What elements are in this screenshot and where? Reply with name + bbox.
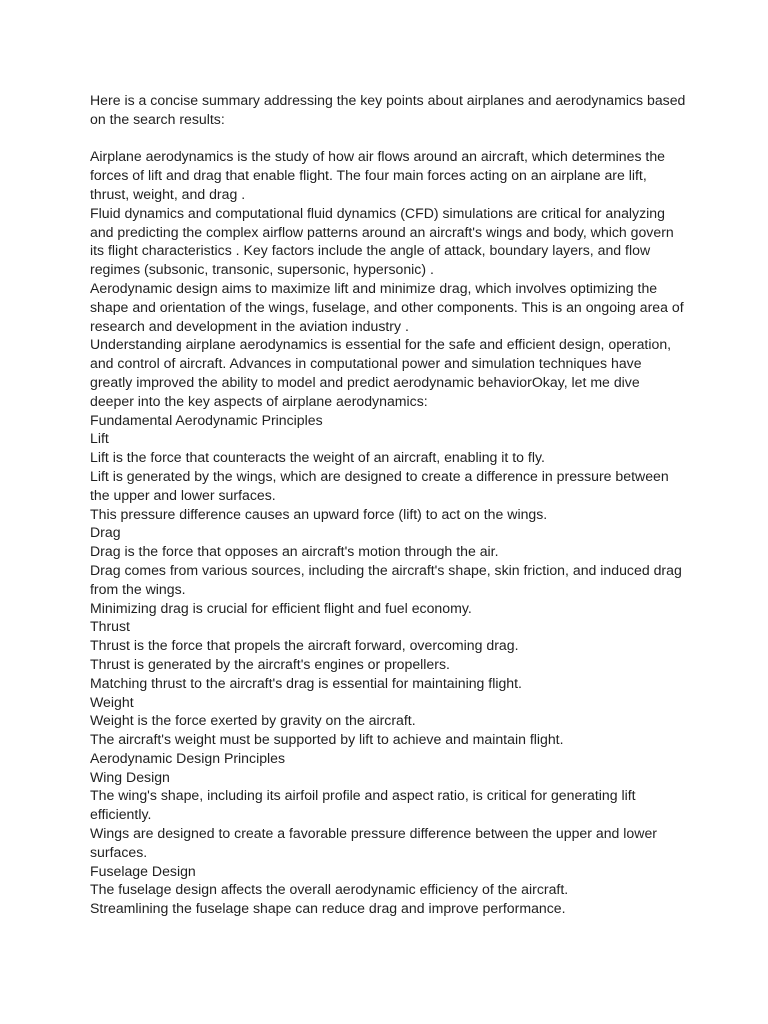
- paragraph-thrust-3: Matching thrust to the aircraft's drag is essential for maintaining flight.: [90, 674, 522, 691]
- intro-paragraph: Here is a concise summary addressing the key points about airplanes and aerodynamics based on the search results:: [90, 92, 686, 127]
- paragraph-thrust-1: Thrust is the force that propels the aircraft forward, overcoming drag.: [90, 637, 519, 654]
- heading-weight: Weight: [90, 693, 134, 710]
- paragraph-gap: [90, 129, 686, 148]
- paragraph-fuselage-2: Streamlining the fuselage shape can reduce drag and improve performance.: [90, 900, 566, 917]
- heading-lift: Lift: [90, 430, 109, 447]
- document-page: [90, 91, 686, 918]
- paragraph-lift-2: Lift is generated by the wings, which are designed to create a difference in pressure between the upper and lower surfaces.: [90, 467, 669, 503]
- heading-fuselage-design: Fuselage Design: [90, 862, 196, 879]
- paragraph-fuselage-1: The fuselage design affects the overall aerodynamic efficiency of the aircraft.: [90, 881, 569, 898]
- paragraph-lift-3: This pressure difference causes an upward force (lift) to act on the wings.: [90, 505, 548, 522]
- paragraph-lift-1: Lift is the force that counteracts the weight of an aircraft, enabling it to fly.: [90, 449, 545, 466]
- paragraph-aerodynamic-design: Aerodynamic design aims to maximize lift and minimize drag, which involves optimizing the shape and orientation of the wings, fuselage, and other components. This is an ongoing area of research and development in the aviation industry .: [90, 279, 684, 334]
- heading-drag: Drag: [90, 524, 121, 541]
- heading-fundamental-principles: Fundamental Aerodynamic Principles: [90, 411, 323, 428]
- paragraph-wing-1: The wing's shape, including its airfoil profile and aspect ratio, is critical for generating lift efficiently.: [90, 787, 636, 823]
- heading-wing-design: Wing Design: [90, 768, 170, 785]
- paragraph-fluid-dynamics: Fluid dynamics and computational fluid dynamics (CFD) simulations are critical for analyzing and predicting the complex airflow patterns around an aircraft's wings and body, which govern its flight characteristics . Key factors include the angle of attack, boundary layers, and flow regimes (subsonic, transonic, supersonic, hypersonic) .: [90, 204, 674, 278]
- paragraph-weight-2: The aircraft's weight must be supported by lift to achieve and maintain flight.: [90, 731, 564, 748]
- paragraph-weight-1: Weight is the force exerted by gravity on the aircraft.: [90, 712, 416, 729]
- heading-thrust: Thrust: [90, 618, 130, 635]
- paragraph-drag-2: Drag comes from various sources, including the aircraft's shape, skin friction, and induced drag from the wings.: [90, 561, 682, 597]
- paragraph-aerodynamics-overview: Airplane aerodynamics is the study of how air flows around an aircraft, which determines the forces of lift and drag that enable flight. The four main forces acting on an airplane are lift, thrust, weight, and drag .: [90, 148, 665, 202]
- paragraph-thrust-2: Thrust is generated by the aircraft's engines or propellers.: [90, 655, 450, 672]
- paragraph-wing-2: Wings are designed to create a favorable pressure difference between the upper and lower surfaces.: [90, 825, 657, 860]
- paragraph-drag-1: Drag is the force that opposes an aircraft's motion through the air.: [90, 543, 499, 560]
- heading-design-principles: Aerodynamic Design Principles: [90, 749, 286, 766]
- paragraph-understanding: Understanding airplane aerodynamics is essential for the safe and efficient design, operation, and control of aircraft. Advances in computational power and simulation techniques have greatly improved the ability to model and predict aerodynamic behaviorOkay, let me dive deeper into the key aspects of airplane aerodynamics:: [90, 336, 672, 409]
- paragraph-drag-3: Minimizing drag is crucial for efficient flight and fuel economy.: [90, 599, 472, 616]
